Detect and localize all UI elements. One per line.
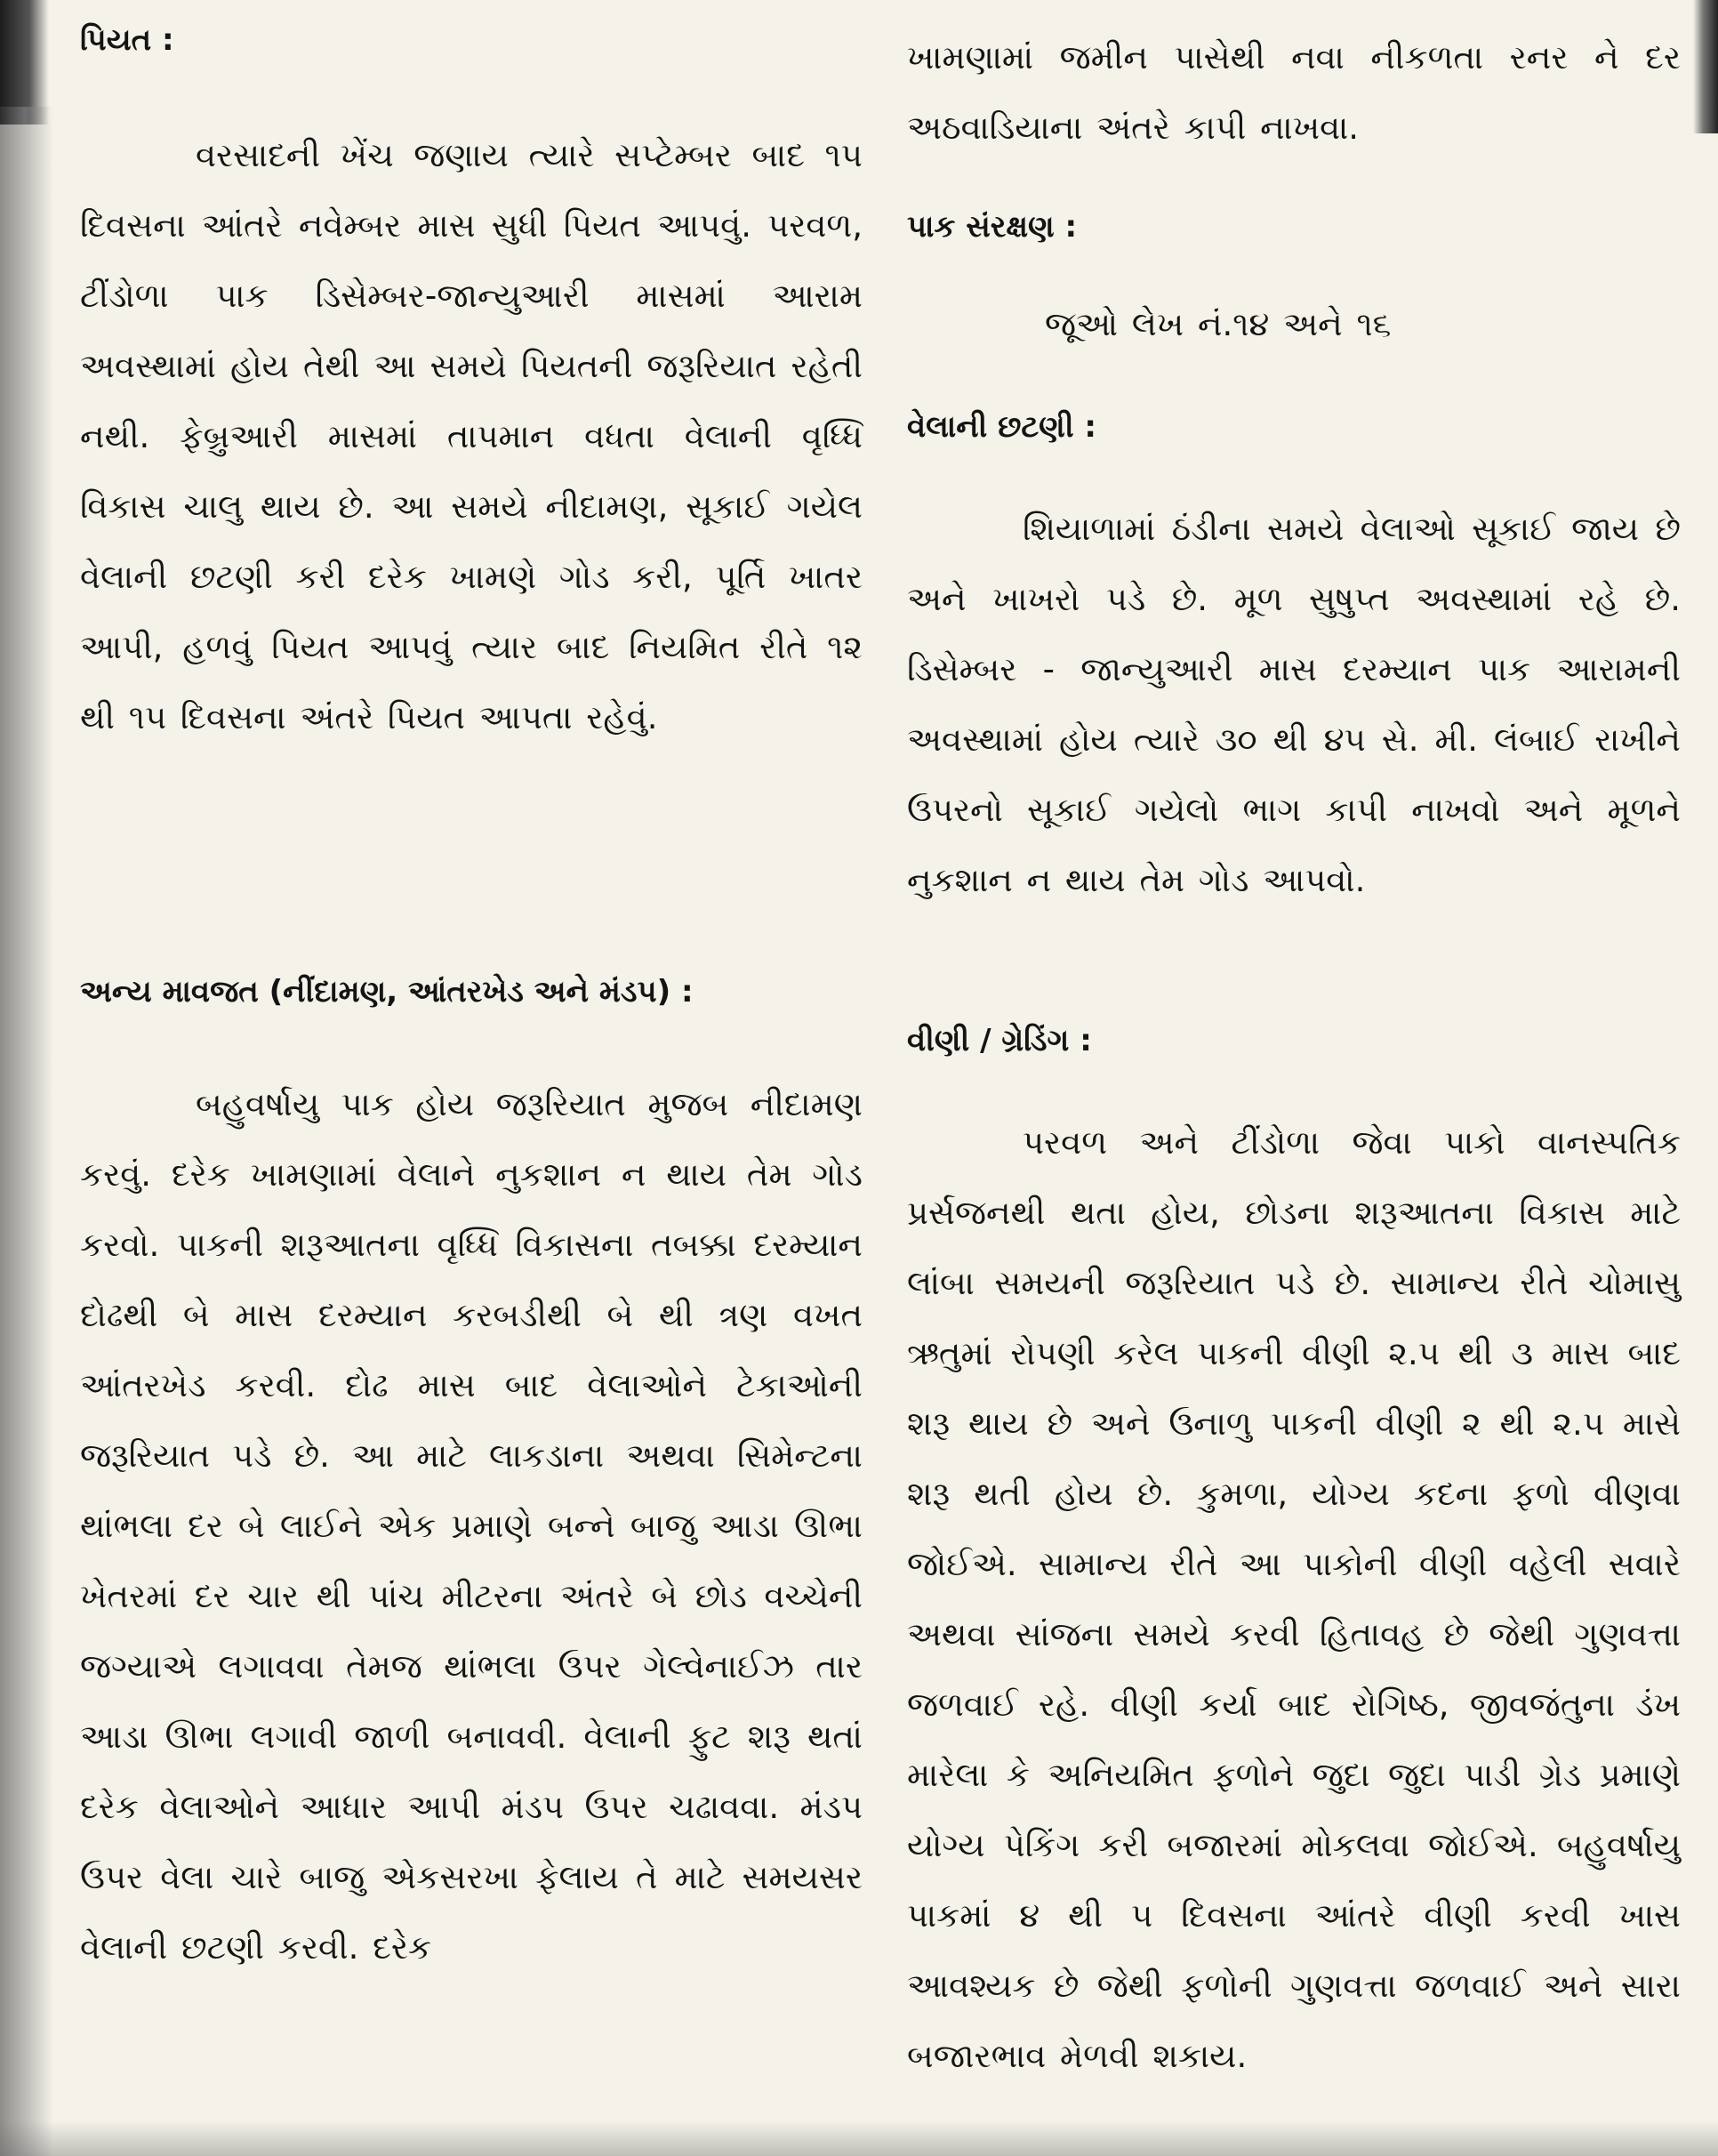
pruning-heading: વેલાની છટણી :	[907, 409, 1096, 445]
irrigation-paragraph: વરસાદની ખેંચ જણાય ત્યારે સપ્ટેમ્બર બાદ ૧૫ દિવસના આંતરે નવેમ્બર માસ સુધી પિયત આપવું. પરવળ, ટીંડોળા પાક ડિસેમ્બર-જાન્યુઆરી માસમાં આરામ અવસ્થામાં હોય તેથી આ સમયે પિયતની જરૂરિયાત રહેતી નથી. ફેબ્રુઆરી માસમાં તાપમાન વધતા વેલાની વૃધ્ધિ વિકાસ ચાલુ થાય છે. આ સમયે નીદામણ, સૂકાઈ ગયેલ વેલાની છટણી કરી દરેક ખામણે ગોડ કરી, પૂર્તિ ખાતર આપી, હળવું પિયત આપવું ત્યાર બાદ નિયમિત રીતે ૧૨ થી ૧૫ દિવસના અંતરે પિયત આપતા રહેવું.	[80, 136, 863, 736]
crop-protection-heading: પાક સંરક્ષણ :	[907, 209, 1078, 245]
other-care-section	[80, 969, 867, 1014]
other-care-paragraph: બહુવર્ષાયુ પાક હોય જરૂરિયાત મુજબ નીદામણ કરવું. દરેક ખામણામાં વેલાને નુકશાન ન થાય તેમ ગોડ કરવો. પાકની શરૂઆતના વૃધ્ધિ વિકાસના તબક્કા દરમ્યાન દોઢથી બે માસ દરમ્યાન કરબડીથી બે થી ત્રણ વખત આંતરખેડ કરવી. દોઢ માસ બાદ વેલાઓને ટેકાઓની જરૂરિયાત પડે છે. આ માટે લાકડાના અથવા સિમેન્ટના થાંભલા દર બે લાઈને એક પ્રમાણે બન્ને બાજુ આડા ઊભા ખેતરમાં દર ચાર થી પાંચ મીટરના અંતરે બે છોડ વચ્ચેની જગ્યાએ લગાવવા તેમજ થાંભલા ઉપર ગેલ્વેનાઈઝ તાર આડા ઊભા લગાવી જાળી બનાવવી. વેલાની ફુટ શરૂ થતાં દરેક વેલાઓને આધાર આપી મંડપ ઉપર ચઢાવવા. મંડપ ઉપર વેલા ચારે બાજુ એકસરખા ફેલાય તે માટે સમયસર વેલાની છટણી કરવી. દરેક	[80, 1085, 863, 1967]
continuation-paragraph: ખામણામાં જમીન પાસેથી નવા નીકળતા રનર ને દર અઠવાડિયાના અંતરે કાપી નાખવા.	[907, 38, 1681, 147]
harvest-section	[907, 1018, 1681, 1063]
irrigation-heading: પિયત :	[80, 22, 174, 58]
pruning-body	[907, 494, 1681, 915]
scan-shadow-bottom-edge	[0, 2120, 1718, 2156]
harvest-heading: વીણી / ગ્રેડિંગ :	[907, 1023, 1092, 1058]
other-care-body	[80, 1069, 863, 1983]
scan-shadow-top-left	[0, 0, 49, 125]
irrigation-body	[80, 120, 863, 752]
scan-shadow-left-edge	[0, 107, 53, 2156]
harvest-paragraph: પરવળ અને ટીંડોળા જેવા પાકો વાનસ્પતિક પ્રર્સજનથી થતા હોય, છોડના શરૂઆતના વિકાસ માટે લાંબા સમયની જરૂરિયાત પડે છે. સામાન્ય રીતે ચોમાસુ ઋતુમાં રોપણી કરેલ પાકની વીણી ૨.૫ થી ૩ માસ બાદ શરૂ થાય છે અને ઉનાળુ પાકની વીણી ૨ થી ૨.૫ માસે શરૂ થતી હોય છે. કુમળા, યોગ્ય કદના ફળો વીણવા જોઈએ. સામાન્ય રીતે આ પાકોની વીણી વહેલી સવારે અથવા સાંજના સમયે કરવી હિતાવહ છે જેથી ગુણવત્તા જળવાઈ રહે. વીણી કર્યા બાદ રોગિષ્ઠ, જીવજંતુના ડંખ મારેલા કે અનિયમિત ફળોને જુદા જુદા પાડી ગ્રેડ પ્રમાણે યોગ્ય પેકિંગ કરી બજારમાં મોકલવા જોઈએ. બહુવર્ષાયુ પાકમાં ૪ થી ૫ દિવસના આંતરે વીણી કરવી ખાસ આવશ્યક છે જેથી ફળોની ગુણવત્તા જળવાઈ અને સારા બજારભાવ મેળવી શકાય.	[907, 1123, 1681, 2075]
crop-protection-reference: જૂઓ લેખ નં.૧૪ અને ૧૬	[1045, 305, 1392, 343]
crop-protection-body	[907, 289, 1681, 359]
harvest-body	[907, 1107, 1681, 2091]
pruning-section	[907, 405, 1681, 449]
crop-protection-section	[907, 205, 1681, 249]
other-care-heading: અન્ય માવજત (નીંદામણ, આંતરખેડ અને મંડપ) :	[80, 974, 694, 1010]
scan-shadow-right-edge	[1693, 0, 1718, 133]
continuation-block	[907, 22, 1681, 163]
pruning-paragraph: શિયાળામાં ઠંડીના સમયે વેલાઓ સૂકાઈ જાય છે અને ખાખરો પડે છે. મૂળ સુષુપ્ત અવસ્થામાં રહે છે. ડિસેમ્બર - જાન્યુઆરી માસ દરમ્યાન પાક આરામની અવસ્થામાં હોય ત્યારે ૩૦ થી ૪૫ સે. મી. લંબાઈ રાખીને ઉપરનો સૂકાઈ ગયેલો ભાગ કાપી નાખવો અને મૂળને નુકશાન ન થાય તેમ ગોડ આપવો.	[907, 510, 1681, 899]
irrigation-section	[80, 18, 867, 62]
